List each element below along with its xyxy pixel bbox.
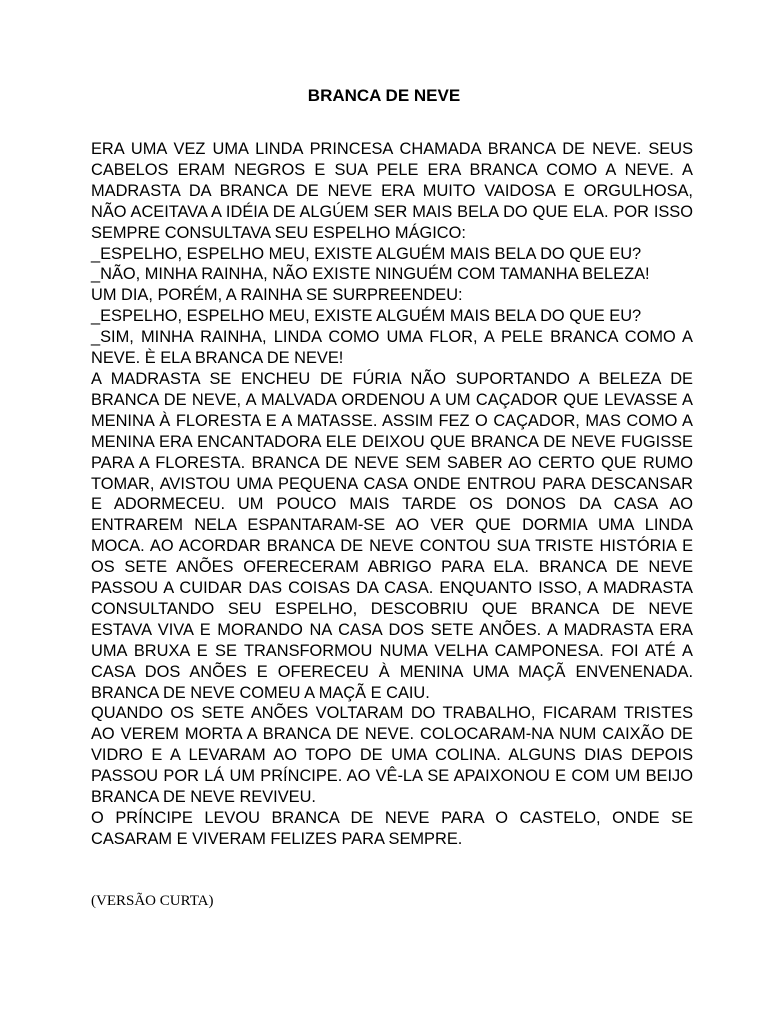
paragraph-stepmother-fury: A MADRASTA SE ENCHEU DE FÚRIA NÃO SUPORTANDO A BELEZA DE BRANCA DE NEVE, A MALVADA ORDENOU A UM CAÇADOR QUE LEVASSE A MENINA À FLORESTA E A MATASSE. ASSIM FEZ O CAÇADOR, MAS COMO A MENINA ERA ENCANTADORA ELE DEIXOU QUE BRANCA DE NEVE FUGISSE PARA A FLORESTA. BRANCA DE NEVE SEM SABER AO CERTO QUE RUMO TOMAR, AVISTOU UMA PEQUENA CASA ONDE ENTROU PARA DESCANSAR E ADORMECEU. UM POUCO MAIS TARDE OS DONOS DA CASA AO ENTRAREM NELA ESPANTARAM-SE AO VER QUE DORMIA UMA LINDA MOCA. AO ACORDAR BRANCA DE NEVE CONTOU SUA TRISTE HISTÓRIA E OS SETE ANÕES OFERECERAM ABRIGO PARA ELA. BRANCA DE NEVE PASSOU A CUIDAR DAS COISAS DA CASA. ENQUANTO ISSO, A MADRASTA CONSULTANDO SEU ESPELHO, DESCOBRIU QUE BRANCA DE NEVE ESTAVA VIVA E MORANDO NA CASA DOS SETE ANÕES. A MADRASTA ERA UMA BRUXA E SE TRANSFORMOU NUMA VELHA CAMPONESA. FOI ATÉ A CASA DOS ANÕES E OFERECEU À MENINA UMA MAÇÃ ENVENENADA. BRANCA DE NEVE COMEU A MAÇÃ E CAIU.: [91, 369, 693, 702]
paragraph-mirror-answer-1: _NÃO, MINHA RAINHA, NÃO EXISTE NINGUÉM COM TAMANHA BELEZA!: [91, 265, 650, 284]
paragraph-queen-surprised: UM DIA, PORÉM, A RAINHA SE SURPREENDEU:: [91, 286, 463, 305]
paragraph-ending: O PRÍNCIPE LEVOU BRANCA DE NEVE PARA O CASTELO, ONDE SE CASARAM E VIVERAM FELIZES PARA SEMPRE.: [91, 809, 693, 848]
paragraph-mirror-answer-2: _SIM, MINHA RAINHA, LINDA COMO UMA FLOR, A PELE BRANCA COMO A NEVE. È ELA BRANCA DE NEVE!: [91, 328, 693, 368]
version-note: (VERSÃO CURTA): [91, 893, 214, 909]
paragraph-dwarves-return: QUANDO OS SETE ANÕES VOLTARAM DO TRABALHO, FICARAM TRISTES AO VEREM MORTA A BRANCA DE NEVE. COLOCARAM-NA NUM CAIXÃO DE VIDRO E A LEVARAM AO TOPO DE UMA COLINA. ALGUNS DIAS DEPOIS PASSOU POR LÁ UM PRÍNCIPE. AO VÊ-LA SE APAIXONOU E COM UM BEIJO BRANCA DE NEVE REVIVEU.: [91, 704, 693, 807]
document-title: BRANCA DE NEVE: [307, 86, 461, 105]
paragraph-intro: ERA UMA VEZ UMA LINDA PRINCESA CHAMADA BRANCA DE NEVE. SEUS CABELOS ERAM NEGROS E SUA PELE ERA BRANCA COMO A NEVE. A MADRASTA DA BRANCA DE NEVE ERA MUITO VAIDOSA E ORGULHOSA, NÃO ACEITAVA A IDÉIA DE ALGÚEM SER MAIS BELA DO QUE ELA. POR ISSO SEMPRE CONSULTAVA SEU ESPELHO MÁGICO:: [91, 140, 693, 242]
story-body: [91, 139, 693, 850]
paragraph-mirror-question-2: _ESPELHO, ESPELHO MEU, EXISTE ALGUÉM MAIS BELA DO QUE EU?: [91, 307, 642, 326]
paragraph-mirror-question-1: _ESPELHO, ESPELHO MEU, EXISTE ALGUÉM MAIS BELA DO QUE EU?: [91, 244, 642, 263]
